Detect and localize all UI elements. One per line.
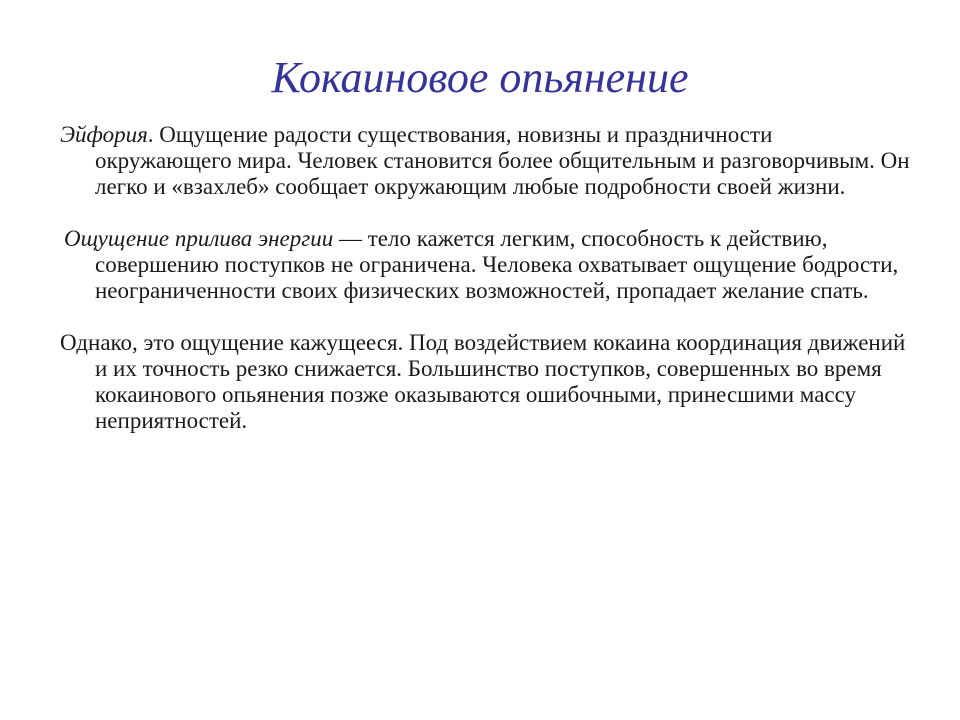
paragraph-text: . Ощущение радости существования, новизны и праздничности окружающего мира. Человек становится более общительным и разговорчивым. Он легко и «взахлеб» сообщает окружающим любые подробности своей жизни. (95, 122, 910, 199)
slide-body (60, 122, 910, 434)
slide-title: Кокаиновое опьянение (271, 53, 689, 102)
paragraph-text: Однако, это ощущение кажущееся. Под воздействием кокаина координация движений и их точность резко снижается. Большинство поступков, совершенных во время кокаинового опьянения позже оказываются ошибочными, принесшими массу неприятностей. (60, 330, 906, 433)
paragraph-euphoria (60, 122, 910, 200)
paragraph-lead: Эйфория (60, 122, 148, 147)
paragraph-energy (60, 226, 910, 304)
paragraph-text: — тело кажется легким, способность к действию, совершению поступков не ограничена. Человека охватывает ощущение бодрости, неограниченности своих физических возможностей, пропадает желание спать. (95, 226, 899, 303)
paragraph-lead: Ощущение прилива энергии (64, 226, 334, 251)
paragraph-however (60, 330, 910, 434)
